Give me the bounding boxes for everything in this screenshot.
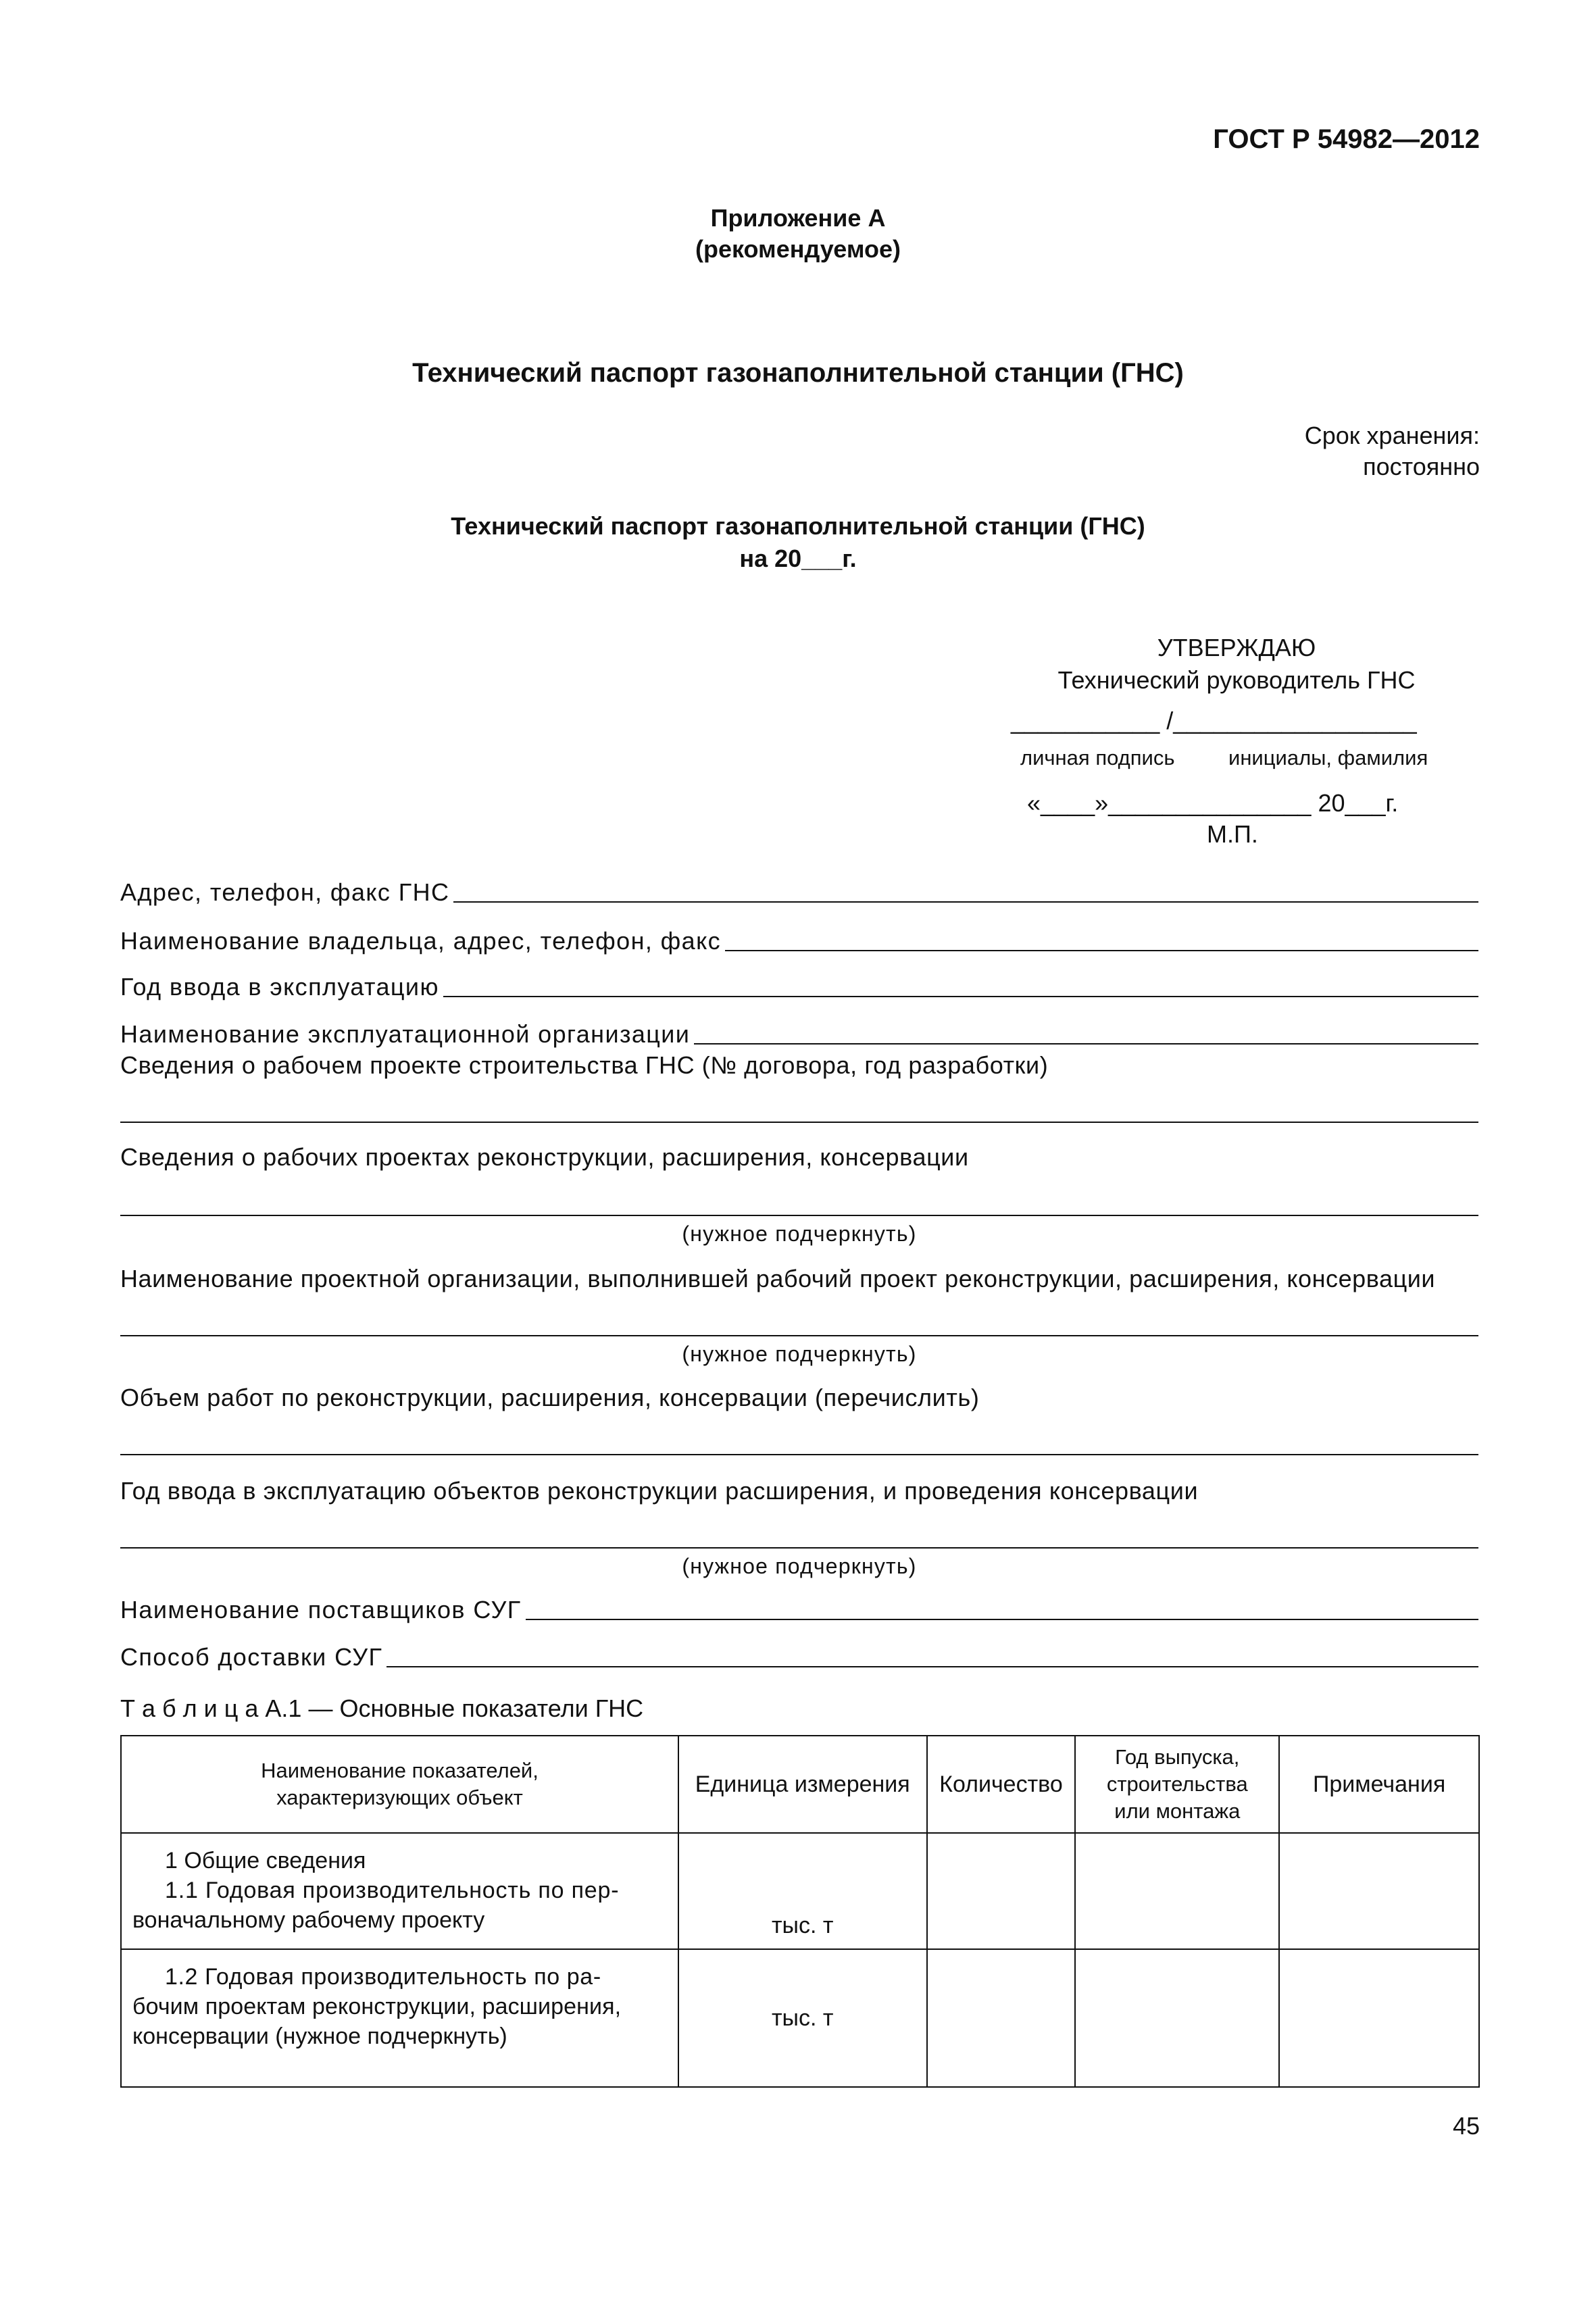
work-scope-label: Объем работ по реконструкции, расширения, консервации (перечислить) — [120, 1384, 980, 1411]
document-year: на 20___г. — [739, 545, 857, 572]
standard-number: ГОСТ Р 54982—2012 — [1213, 124, 1480, 154]
header-name-line1: Наименование показателей, — [261, 1759, 539, 1782]
appendix-title: Приложение А — [710, 204, 886, 232]
operator-input-line[interactable] — [694, 1043, 1478, 1045]
row-1-line1: 1 Общие сведения — [165, 1848, 366, 1873]
row-1-unit: тыс. т — [678, 1833, 927, 1949]
document-title: Технический паспорт газонаполнительной станции (ГНС) — [451, 512, 1145, 540]
approval-date-line: «____»_______________ 20___г. — [1027, 789, 1399, 817]
header-year — [1075, 1736, 1279, 1833]
header-quantity: Количество — [927, 1736, 1076, 1833]
underline-hint-1: (нужное подчеркнуть) — [682, 1222, 917, 1246]
table-caption — [120, 1694, 643, 1723]
commissioning-year-input-line[interactable] — [443, 996, 1478, 997]
suppliers-input-line[interactable] — [526, 1619, 1478, 1620]
row-2-line3: консервации (нужное подчеркнуть) — [132, 2023, 507, 2049]
project-info-label: Сведения о рабочем проекте строительства ГНС (№ договора, год разработки) — [120, 1051, 1049, 1079]
reconstruction-year-input-line[interactable] — [120, 1547, 1478, 1549]
row-2-quantity[interactable] — [927, 1949, 1076, 2087]
header-name-line2: характеризующих объект — [276, 1786, 523, 1809]
header-year-line1: Год выпуска, — [1115, 1745, 1240, 1769]
signature-caption: личная подпись — [1020, 746, 1175, 770]
header-notes: Примечания — [1279, 1736, 1479, 1833]
row-1-line2: 1.1 Годовая производительность по пер- — [165, 1878, 620, 1903]
suppliers-field[interactable] — [120, 1592, 1478, 1624]
signature-line: ___________ /__________________ — [1011, 707, 1417, 734]
header-unit: Единица измерения — [678, 1736, 927, 1833]
row-1-notes[interactable] — [1279, 1833, 1479, 1949]
row-2-line1: 1.2 Годовая производительность по ра- — [165, 1964, 601, 1990]
page-number: 45 — [1452, 2112, 1480, 2140]
indicators-table — [120, 1735, 1480, 2088]
table-row — [121, 1833, 1479, 1949]
name-caption: инициалы, фамилия — [1228, 746, 1428, 770]
storage-label: Срок хранения: — [1304, 422, 1480, 449]
work-scope-input-line[interactable] — [120, 1454, 1478, 1455]
delivery-input-line[interactable] — [386, 1666, 1478, 1667]
table-caption-text: — Основные показатели ГНС — [301, 1694, 644, 1722]
commissioning-year-field[interactable] — [120, 969, 1478, 1001]
storage-value: постоянно — [1363, 453, 1480, 480]
header-year-line3: или монтажа — [1114, 1799, 1241, 1823]
owner-field[interactable] — [120, 923, 1478, 955]
row-2-notes[interactable] — [1279, 1949, 1479, 2087]
design-org-input-line[interactable] — [120, 1335, 1478, 1336]
address-field[interactable] — [120, 874, 1478, 907]
table-caption-prefix: Т а б л и ц а А.1 — [120, 1694, 302, 1722]
operator-field[interactable] — [120, 1016, 1478, 1049]
underline-hint-3: (нужное подчеркнуть) — [682, 1554, 917, 1578]
delivery-label: Способ доставки СУГ — [120, 1643, 383, 1671]
row-2-unit: тыс. т — [678, 1949, 927, 2087]
row-1-year[interactable] — [1075, 1833, 1279, 1949]
approval-heading: УТВЕРЖДАЮ — [1157, 634, 1316, 661]
address-input-line[interactable] — [453, 901, 1478, 903]
header-name — [121, 1736, 678, 1833]
design-org-label: Наименование проектной организации, выполнившей рабочий проект реконструкции, расширения, консервации — [120, 1265, 1436, 1292]
table-row — [121, 1949, 1479, 2087]
main-title: Технический паспорт газонаполнительной станции (ГНС) — [412, 358, 1184, 388]
commissioning-year-label: Год ввода в эксплуатацию — [120, 973, 439, 1001]
underline-hint-2: (нужное подчеркнуть) — [682, 1342, 917, 1366]
delivery-field[interactable] — [120, 1639, 1478, 1671]
reconstruction-year-label: Год ввода в эксплуатацию объектов реконструкции расширения, и проведения консервации — [120, 1477, 1199, 1505]
row-1-quantity[interactable] — [927, 1833, 1076, 1949]
row-1-name — [121, 1833, 678, 1949]
table-header-row — [121, 1736, 1479, 1833]
stamp-label: М.П. — [1207, 820, 1258, 848]
approver-position: Технический руководитель ГНС — [1057, 666, 1416, 694]
project-info-input-line[interactable] — [120, 1122, 1478, 1123]
owner-label: Наименование владельца, адрес, телефон, факс — [120, 927, 722, 955]
row-1-line3: воначальному рабочему проекту — [132, 1907, 485, 1933]
owner-input-line[interactable] — [725, 950, 1478, 951]
operator-label: Наименование эксплуатационной организации — [120, 1020, 691, 1048]
appendix-subtitle: (рекомендуемое) — [695, 235, 901, 263]
reconstruction-projects-label: Сведения о рабочих проектах реконструкции, расширения, консервации — [120, 1143, 969, 1171]
reconstruction-projects-input-line[interactable] — [120, 1215, 1478, 1216]
address-label: Адрес, телефон, факс ГНС — [120, 878, 450, 906]
row-2-line2: бочим проектам реконструкции, расширения, — [132, 1994, 622, 2019]
row-2-name — [121, 1949, 678, 2087]
header-year-line2: строительства — [1106, 1772, 1248, 1796]
row-2-year[interactable] — [1075, 1949, 1279, 2087]
suppliers-label: Наименование поставщиков СУГ — [120, 1596, 522, 1624]
